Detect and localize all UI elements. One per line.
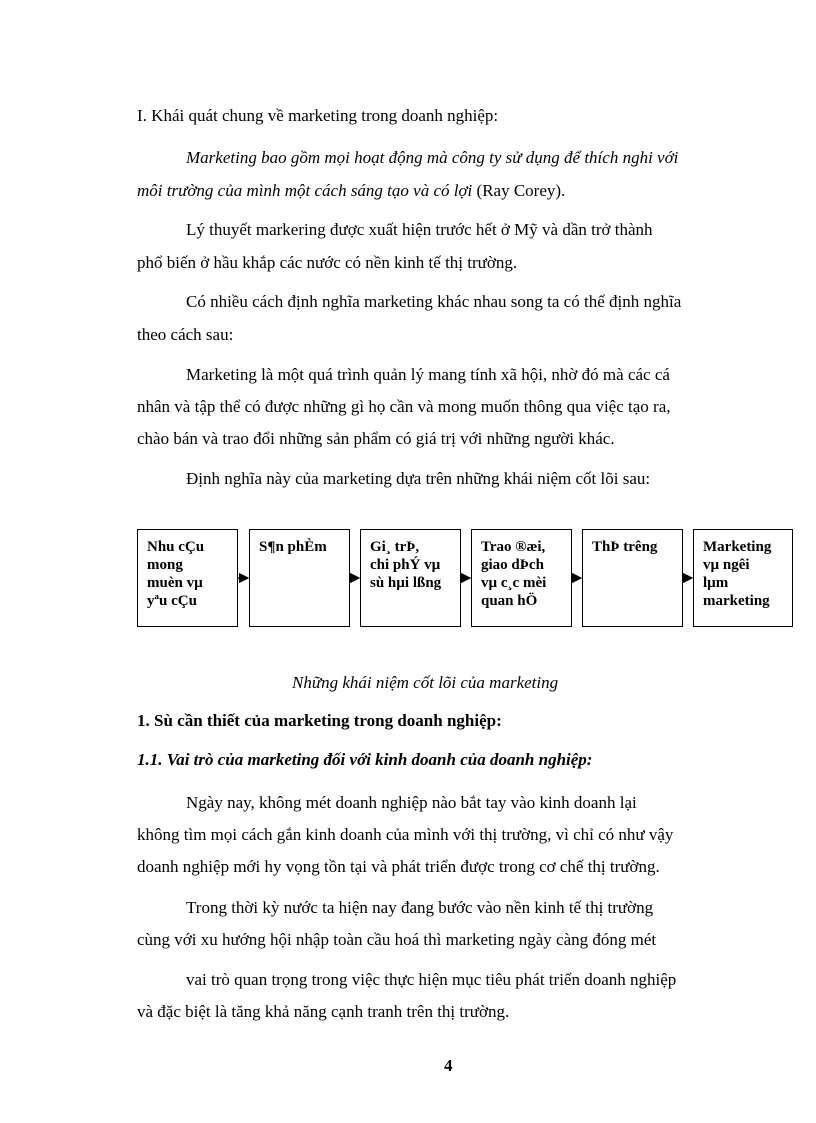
heading-1: 1. Sù cần thiết của marketing trong doanh nghiệp: <box>137 711 502 730</box>
quote-line-1: Marketing bao gồm mọi hoạt động mà công ty sử dụng để thích nghi với <box>186 148 679 167</box>
para-marketing-line-2: nhân và tập thể có được những gì họ cần và mong muốn thông qua việc tạo ra, <box>137 397 671 416</box>
page-number: 4 <box>444 1056 453 1075</box>
quote-attribution: (Ray Corey). <box>472 181 566 200</box>
para-marketing-line-1: Marketing là một quá trình quản lý mang tính xã hội, nhờ đó mà các cá <box>186 365 670 384</box>
para-definitions-line-2: theo cách sau: <box>137 325 234 344</box>
para-definitions-line-1: Có nhiều cách định nghĩa marketing khác nhau song ta có thể định nghĩa <box>186 292 682 311</box>
diagram-box-exchange-label: Trao ®æi, giao dÞch vµ c¸c mèi quan hÖ <box>481 539 547 609</box>
diagram-caption: Những khái niệm cốt lõi của marketing <box>292 673 559 692</box>
para-nowadays-line-3: doanh nghiệp mới hy vọng tồn tại và phát triển được trong cơ chế thị trường. <box>137 857 660 876</box>
para-origin-line-1: Lý thuyết markering được xuất hiện trước hết ở Mỹ và dần trở thành <box>186 220 653 239</box>
diagram-box-products-label: S¶n phÈm <box>259 539 327 555</box>
para-period-line-1: Trong thời kỳ nước ta hiện nay đang bước vào nền kinh tế thị trường <box>186 898 654 917</box>
quote-text: môi trường của mình một cách sáng tạo và có lợi <box>137 181 473 200</box>
para-nowadays-line-2: không tìm mọi cách gắn kinh doanh của mình với thị trường, vì chỉ có như vậy <box>137 825 674 844</box>
para-nowadays-line-1: Ngày nay, không mét doanh nghiệp nào bắt tay vào kinh doanh lại <box>186 793 637 812</box>
para-marketing-line-3: chào bán và trao đổi những sản phẩm có giá trị với những người khác. <box>137 429 615 448</box>
diagram-box-market-label: ThÞ trêng <box>592 539 658 555</box>
para-period-line-2: cùng với xu hướng hội nhập toàn cầu hoá thì marketing ngày càng đóng mét <box>137 930 657 949</box>
para-core-intro: Định nghĩa này của marketing dựa trên những khái niệm cốt lõi sau: <box>186 469 651 488</box>
para-role-line-2: và đặc biệt là tăng khả năng cạnh tranh trên thị trường. <box>137 1002 510 1021</box>
heading-1-1: 1.1. Vai trò của marketing đối với kinh doanh của doanh nghiệp: <box>137 750 593 769</box>
diagram-box-marketers-label: Marketing vµ ngêi lµm marketing <box>703 539 772 609</box>
para-role-line-1: vai trò quan trọng trong việc thực hiện mục tiêu phát triển doanh nghiệp <box>186 970 677 989</box>
diagram-box-needs-label: Nhu cÇu mong muèn vµ yªu cÇu <box>147 539 205 609</box>
section-heading: I. Khái quát chung về marketing trong doanh nghiệp: <box>137 106 499 125</box>
para-origin-line-2: phổ biến ở hầu khắp các nước có nền kinh tế thị trường. <box>137 253 518 272</box>
diagram-box-value-label: Gi¸ trÞ, chi phÝ vµ sù hµi lßng <box>370 539 442 591</box>
